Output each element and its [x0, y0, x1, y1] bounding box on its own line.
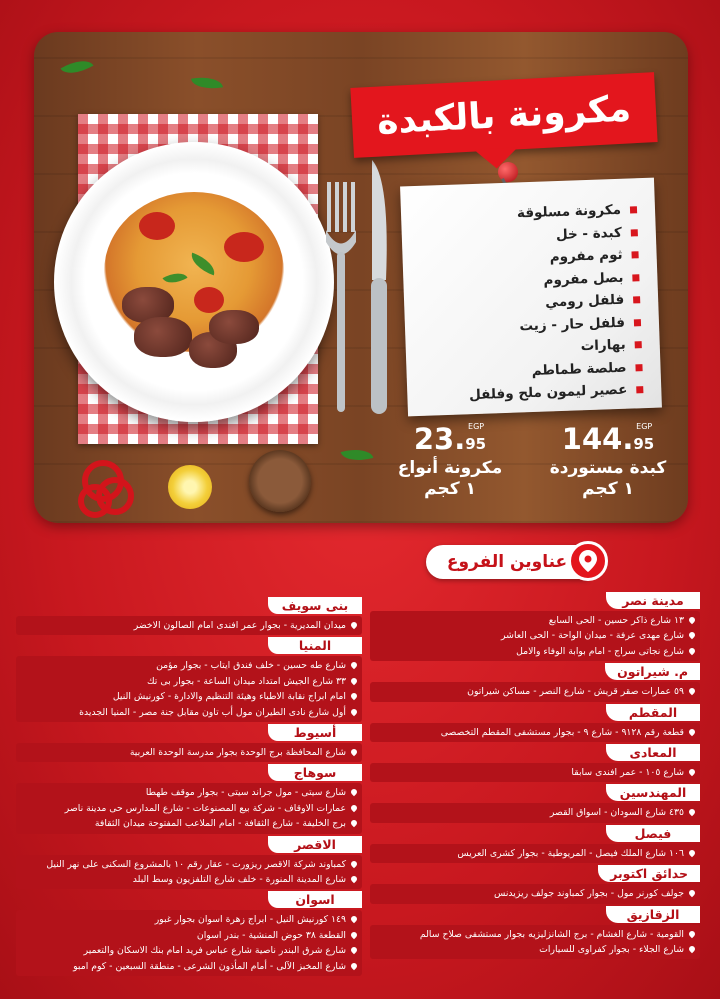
ingredient-item: فلفل رومي: [414, 288, 641, 318]
address-item: جولف كورنر مول - بجوار كمباوند جولف ريزيدنس: [374, 886, 696, 901]
city-header: [370, 825, 700, 842]
price-currency: EGP: [468, 422, 485, 431]
address-item: ٣٣ شارع الجيش امتداد ميدان الساعة - بجوار بى تك: [20, 674, 358, 689]
city-name: المنيا: [268, 637, 362, 654]
address-item: شارع شرق البندر ناصية شارع عباس فريد امام بنك الاسكان والتعمير: [20, 943, 358, 958]
address-item: ٤٣٥ شارع السودان - اسواق القصر: [374, 805, 696, 820]
address-item: شارع ١٠٥ - عمر افندى سابقا: [374, 765, 696, 780]
leaf-decoration: [191, 74, 223, 93]
branches-title-tag: [426, 545, 588, 579]
address-item: شارع سيتى - مول جراند سيتى - بجوار موقف طهطا: [20, 785, 358, 800]
liver-piece: [134, 317, 192, 357]
address-item: ١٤٩ كورنيش النيل - ابراج زهرة اسوان بجوار غبور: [20, 912, 358, 927]
address-item: القومية - شارع الغشام - برج الشانزليزيه بجوار مستشفى صلاح سالم: [374, 927, 696, 942]
price-unit: ١ كجم: [424, 479, 476, 499]
address-group: [370, 925, 700, 960]
ingredient-item: فلفل حار - زيت: [415, 311, 642, 341]
address-item: القطعة ٣٨ حوض المنشية - بندر اسوان: [20, 928, 358, 943]
city-name: بنى سويف: [268, 597, 362, 614]
price-label: مكرونة أنواع: [397, 458, 503, 478]
address-item: شارع طه حسين - خلف فندق ايتاب - بجوار مؤمن: [20, 658, 358, 673]
branches-title: عناوين الفروع: [446, 552, 568, 572]
city-header: [16, 836, 362, 853]
city-header: [370, 592, 700, 609]
address-group: [16, 743, 362, 762]
lemon: [168, 465, 212, 509]
city-name: مدينة نصر: [606, 592, 700, 609]
price-liver: [538, 422, 678, 499]
address-item: أول شارع نادى الطيران مول أب تاون مقابل جنة مصر - المنيا الجديدة: [20, 705, 358, 720]
address-group: [16, 616, 362, 635]
ingredient-item: بصل مفروم: [413, 266, 640, 296]
branches-right-column: [370, 590, 700, 961]
address-group: [370, 611, 700, 661]
ingredient-item: مكرونة مسلوقة: [411, 198, 638, 228]
city-name: حدائق اكتوبر: [598, 865, 700, 882]
address-item: ١٠٦ شارع الملك فيصل - المريوطية - بجوار كشرى العريس: [374, 846, 696, 861]
address-group: [370, 763, 700, 782]
address-item: شارع مهدى عرفة - ميدان الواحة - الحى العاشر: [374, 628, 696, 643]
address-item: شارع الجلاء - بجوار كفراوى للسيارات: [374, 942, 696, 957]
city-header: [370, 704, 700, 721]
ingredient-item: ثوم مفروم: [412, 243, 639, 273]
dish-title-banner: [350, 72, 657, 158]
map-pin-icon: [568, 541, 608, 581]
ingredient-item: بهارات: [415, 333, 642, 363]
city-name: الزقازيق: [606, 906, 700, 923]
price-pasta: [390, 422, 510, 499]
knife-icon: [364, 160, 394, 414]
sauce: [139, 212, 175, 240]
city-name: اسوان: [268, 891, 362, 908]
address-item: امام ابراج نقابة الاطباء وهيئة التنظيم والادارة - كورنيش النيل: [20, 689, 358, 704]
address-group: [370, 844, 700, 863]
branches-left-column: [16, 595, 362, 978]
price-whole: 144.: [561, 422, 634, 456]
city-header: [370, 906, 700, 923]
city-name: المقطم: [606, 704, 700, 721]
sauce: [194, 287, 224, 313]
city-name: أسيوط: [268, 724, 362, 741]
price-unit: ١ كجم: [582, 479, 634, 499]
leaf-decoration: [61, 53, 94, 80]
spice-bowl: [249, 450, 311, 512]
address-item: شارع المخبز الآلى - أمام المأذون الشرعى - منطقة السبعين - كوم امبو: [20, 959, 358, 974]
address-group: [16, 855, 362, 890]
ingredient-item: صلصة طماطم: [416, 356, 643, 386]
address-group: [370, 682, 700, 701]
price-currency: EGP: [636, 422, 653, 431]
price-label: كبدة مستوردة: [549, 458, 667, 478]
address-item: شارع المحافظة برج الوحدة بجوار مدرسة الوحدة العربية: [20, 745, 358, 760]
address-item: عمارات الاوقاف - شركة بيع المصنوعات - شارع المدارس حى مدينة ناصر: [20, 801, 358, 816]
city-name: فيصل: [606, 825, 700, 842]
address-item: ميدان المديرية - بجوار عمر افندى امام الصالون الاخضر: [20, 618, 358, 633]
pepper-ring: [78, 484, 112, 518]
city-name: م. شيراتون: [605, 663, 700, 680]
sauce: [224, 232, 264, 262]
price-whole: 23.: [413, 422, 466, 456]
city-header: [370, 784, 700, 801]
city-header: [16, 891, 362, 908]
address-group: [370, 884, 700, 903]
address-group: [16, 783, 362, 833]
fork-icon: [324, 182, 360, 412]
ingredients-list: [411, 198, 644, 408]
address-item: قطعة رقم ٩١٢٨ - شارع ٩ - بجوار مستشفى المقطم التخصصى: [374, 725, 696, 740]
city-header: [16, 724, 362, 741]
address-item: كمباوند شركة الاقصر ريزورت - عقار رقم ١٠ بالمشروع السكنى على نهر النيل: [20, 857, 358, 872]
city-name: المهندسين: [606, 784, 700, 801]
price-decimal: 95: [465, 435, 487, 453]
city-name: المعادى: [606, 744, 700, 761]
address-group: [16, 656, 362, 722]
city-header: [370, 865, 700, 882]
dish-title: مكرونة بالكبدة: [376, 87, 632, 143]
price-decimal: 95: [633, 435, 655, 453]
city-name: سوهاج: [268, 764, 362, 781]
city-header: [16, 597, 362, 614]
address-item: شارع نجاتى سراج - امام بوابة الوفاء والامل: [374, 644, 696, 659]
leaf-decoration: [341, 444, 374, 465]
address-item: برج الخليفة - شارع الثقافة - امام الملاعب المفتوحة ميدان الثقافة: [20, 816, 358, 831]
city-header: [16, 637, 362, 654]
address-group: [370, 723, 700, 742]
ingredients-note: [400, 178, 662, 417]
address-group: [16, 910, 362, 976]
ingredient-item: كبدة - خل: [412, 221, 639, 251]
address-item: شارع المدينة المنورة - خلف شارع التلفزيون وسط البلد: [20, 872, 358, 887]
liver-piece: [209, 310, 259, 344]
address-group: [370, 803, 700, 822]
city-header: [370, 663, 700, 680]
city-name: الاقصر: [268, 836, 362, 853]
city-header: [370, 744, 700, 761]
hero-panel: [34, 32, 688, 523]
address-item: ٥٩ عمارات صقر قريش - شارع النصر - مساكن شيراتون: [374, 684, 696, 699]
city-header: [16, 764, 362, 781]
ingredient-item: عصير ليمون ملح وفلفل: [417, 378, 644, 408]
address-item: ١٣ شارع ذاكر حسين - الحى السابع: [374, 613, 696, 628]
